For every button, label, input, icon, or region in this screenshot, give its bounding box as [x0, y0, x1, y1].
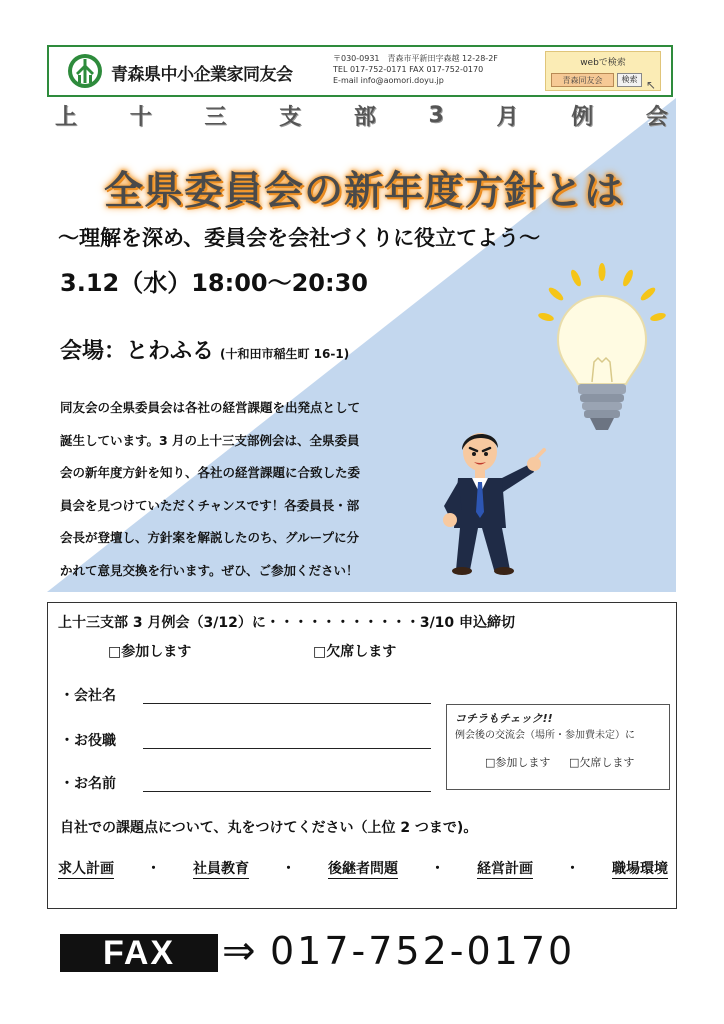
issues-options: [58, 858, 668, 879]
title-field[interactable]: [143, 748, 431, 749]
web-search-box: [545, 51, 661, 91]
tel-fax: TEL 017-752-0171 FAX 017-752-0170: [333, 65, 484, 74]
after-party-box: [446, 704, 670, 790]
banner-char: 3: [428, 102, 444, 128]
banner-char: 月: [496, 104, 519, 130]
description-line: 誕生しています。3 月の上十三支部例会は、全県委員: [60, 432, 360, 448]
issue-option[interactable]: 経営計画: [477, 858, 533, 879]
venue-address: (十和田市稲生町 16-1): [220, 347, 350, 361]
attend-checkbox[interactable]: □参加します: [108, 644, 192, 660]
venue-label: 会場：とわふる: [60, 339, 215, 364]
web-search-label: webで検索: [580, 58, 626, 68]
org-name: 青森県中小企業家同友会: [111, 65, 293, 85]
after-party-suffix: に: [625, 730, 635, 741]
description-line: かれて意見交換を行います。ぜひ、ご参加ください！: [60, 562, 359, 578]
cursor-icon: ↖: [646, 78, 657, 92]
fax-badge: FAX: [60, 934, 218, 972]
name-label: ・お名前: [60, 776, 116, 792]
description: [60, 392, 420, 587]
banner-char: 上: [55, 104, 78, 130]
after-party-absent-checkbox[interactable]: □欠席します: [569, 756, 635, 769]
issue-separator: ・: [281, 861, 296, 877]
banner-char: 部: [353, 104, 376, 130]
description-line: 同友会の全県委員会は各社の経営課題を出発点として: [60, 400, 361, 415]
description-line: 会長が登壇し、方針案を解説したのち、グループに分: [60, 530, 360, 545]
postal-address: 〒030-0931 青森市平新田字森越 12-28-2F: [333, 54, 498, 63]
absent-checkbox[interactable]: □欠席します: [313, 644, 397, 660]
issue-option[interactable]: 求人計画: [58, 858, 114, 879]
after-party-text: [455, 726, 635, 741]
banner-char: 例: [571, 104, 594, 130]
issue-separator: ・: [430, 861, 445, 877]
title-label: ・お役職: [60, 733, 116, 749]
company-field[interactable]: [143, 703, 431, 704]
lightbulb-icon: [538, 262, 666, 448]
issue-option[interactable]: 後継者問題: [328, 858, 398, 879]
issues-prompt: 自社での課題点について、丸をつけてください（上位 2 つまで)。: [60, 820, 478, 836]
header-bar: [47, 45, 673, 97]
headline: 全県委員会の新年度方針とは: [103, 169, 624, 214]
description-line: 会の新年度方針を知り、各社の経営課題に合致した委: [60, 465, 361, 480]
after-party-heading: コチラもチェック!!: [455, 712, 553, 725]
issue-option[interactable]: 職場環境: [612, 858, 668, 879]
form-heading: 上十三支部 3 月例会（3/12）に・・・・・・・・・・・3/10 申込締切: [58, 615, 516, 631]
email: E-mail info@aomori.doyu.jp: [333, 76, 444, 85]
banner-char: 三: [204, 104, 227, 130]
contact-info: [333, 53, 498, 86]
after-party-attend-checkbox[interactable]: □参加します: [485, 756, 551, 769]
businessman-pointing-icon: [430, 420, 548, 575]
branch-meeting-banner: [47, 98, 676, 132]
issue-separator: ・: [565, 861, 580, 877]
search-button[interactable]: 検索: [617, 73, 642, 87]
search-input[interactable]: 青森同友会: [551, 73, 614, 87]
company-label: ・会社名: [60, 688, 116, 704]
doyukai-logo-icon: [67, 53, 103, 89]
banner-char: 十: [129, 104, 152, 130]
name-field[interactable]: [143, 791, 431, 792]
after-party-line: 例会後の交流会: [455, 730, 525, 741]
event-datetime: 3.12（水）18:00～20:30: [60, 269, 369, 297]
banner-char: 支: [279, 104, 302, 130]
fax-number: 017-752-0170: [270, 929, 576, 973]
issue-separator: ・: [146, 861, 161, 877]
description-line: 員会を見つけていただくチャンスです！各委員長・部: [60, 497, 360, 513]
issue-option[interactable]: 社員教育: [193, 858, 249, 879]
registration-form: [47, 602, 677, 909]
banner-char: 会: [645, 104, 668, 130]
arrow-right-icon: ⇒: [222, 928, 256, 974]
venue: [60, 334, 349, 365]
subtitle: ～理解を深め、委員会を会社づくりに役立てよう～: [58, 226, 541, 250]
after-party-note: （場所・参加費未定）: [525, 730, 625, 741]
